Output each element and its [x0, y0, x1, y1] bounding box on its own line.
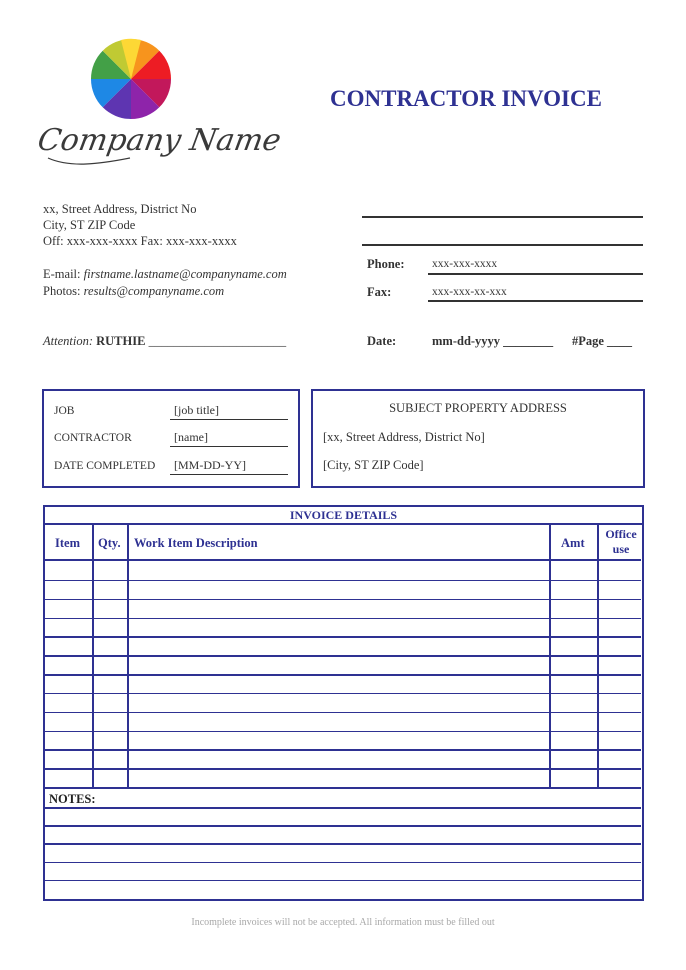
date-completed-label: DATE COMPLETED — [54, 460, 156, 472]
address-line1: xx, Street Address, District No — [43, 202, 197, 216]
phone-underline — [428, 273, 643, 275]
table-row[interactable] — [45, 731, 641, 750]
fax-value[interactable]: xxx-xxx-xx-xxx — [432, 286, 507, 298]
email-line — [43, 267, 287, 282]
table-row[interactable] — [45, 712, 641, 731]
attention-line[interactable] — [43, 334, 286, 349]
email-label: E-mail: — [43, 267, 84, 281]
col-header-amt: Amt — [561, 536, 585, 550]
date-label: Date: — [367, 334, 397, 348]
table-row[interactable] — [45, 768, 641, 787]
table-row[interactable] — [45, 655, 641, 674]
notes-top-rule — [45, 787, 641, 789]
property-address-box — [311, 389, 645, 488]
table-row[interactable] — [45, 561, 641, 580]
property-address-line1[interactable]: [xx, Street Address, District No] — [323, 430, 485, 444]
job-label: JOB — [54, 405, 75, 417]
table-row[interactable] — [45, 580, 641, 599]
invoice-details-heading: INVOICE DETAILS — [45, 507, 642, 525]
table-row[interactable] — [45, 749, 641, 768]
company-name-logo — [34, 118, 284, 178]
table-row[interactable] — [45, 599, 641, 618]
blank-line-2[interactable] — [362, 244, 643, 246]
property-address-line2[interactable]: [City, ST ZIP Code] — [323, 458, 424, 472]
table-row[interactable] — [45, 674, 641, 693]
phone-label: Phone: — [367, 257, 405, 271]
attention-label: Attention: — [43, 334, 97, 348]
fax-label: Fax: — [367, 285, 392, 299]
attention-name: RUTHIE — [96, 334, 146, 348]
date-completed-field[interactable]: [MM-DD-YY] — [170, 458, 288, 475]
notes-line — [45, 825, 641, 827]
photos-line — [43, 284, 224, 299]
job-box — [42, 389, 300, 488]
phone-value[interactable]: xxx-xxx-xxxx — [432, 258, 498, 270]
photos-value: results@companyname.com — [83, 284, 225, 298]
notes-line — [45, 843, 641, 845]
job-title-field[interactable]: [job title] — [170, 403, 288, 420]
company-name-text: Company Name — [34, 123, 284, 158]
address-line2: City, ST ZIP Code — [43, 218, 136, 232]
fax-underline — [428, 300, 643, 302]
invoice-title: CONTRACTOR INVOICE — [330, 86, 602, 111]
notes-label: NOTES: — [49, 792, 96, 806]
blank-line-1[interactable] — [362, 216, 643, 218]
table-row[interactable] — [45, 636, 641, 655]
col-header-office-line1: Office — [605, 527, 637, 541]
property-heading: SUBJECT PROPERTY ADDRESS — [389, 401, 567, 415]
date-value[interactable]: mm-dd-yyyy ________ — [432, 334, 554, 348]
notes-line — [45, 862, 641, 864]
notes-line — [45, 880, 641, 882]
office-fax-line: Off: xxx-xxx-xxxx Fax: xxx-xxx-xxxx — [43, 234, 237, 248]
table-row[interactable] — [45, 693, 641, 712]
notes-line — [45, 807, 641, 809]
contractor-label: CONTRACTOR — [54, 432, 132, 444]
photos-label: Photos: — [43, 284, 84, 298]
contractor-name-field[interactable]: [name] — [170, 430, 288, 447]
invoice-details-table — [43, 505, 644, 901]
col-header-item: Item — [55, 536, 80, 550]
col-header-description: Work Item Description — [134, 536, 258, 550]
col-header-qty: Qty. — [98, 536, 121, 550]
attention-blank: ______________________ — [145, 334, 287, 348]
col-header-office-use — [601, 527, 641, 557]
color-wheel-logo-icon — [90, 38, 172, 120]
email-value: firstname.lastname@companyname.com — [83, 267, 287, 281]
footer-note: Incomplete invoices will not be accepted. All information must be filled out — [191, 917, 495, 928]
table-row[interactable] — [45, 618, 641, 637]
col-header-office-line2: use — [612, 542, 630, 556]
page-number[interactable]: #Page ____ — [572, 334, 633, 348]
